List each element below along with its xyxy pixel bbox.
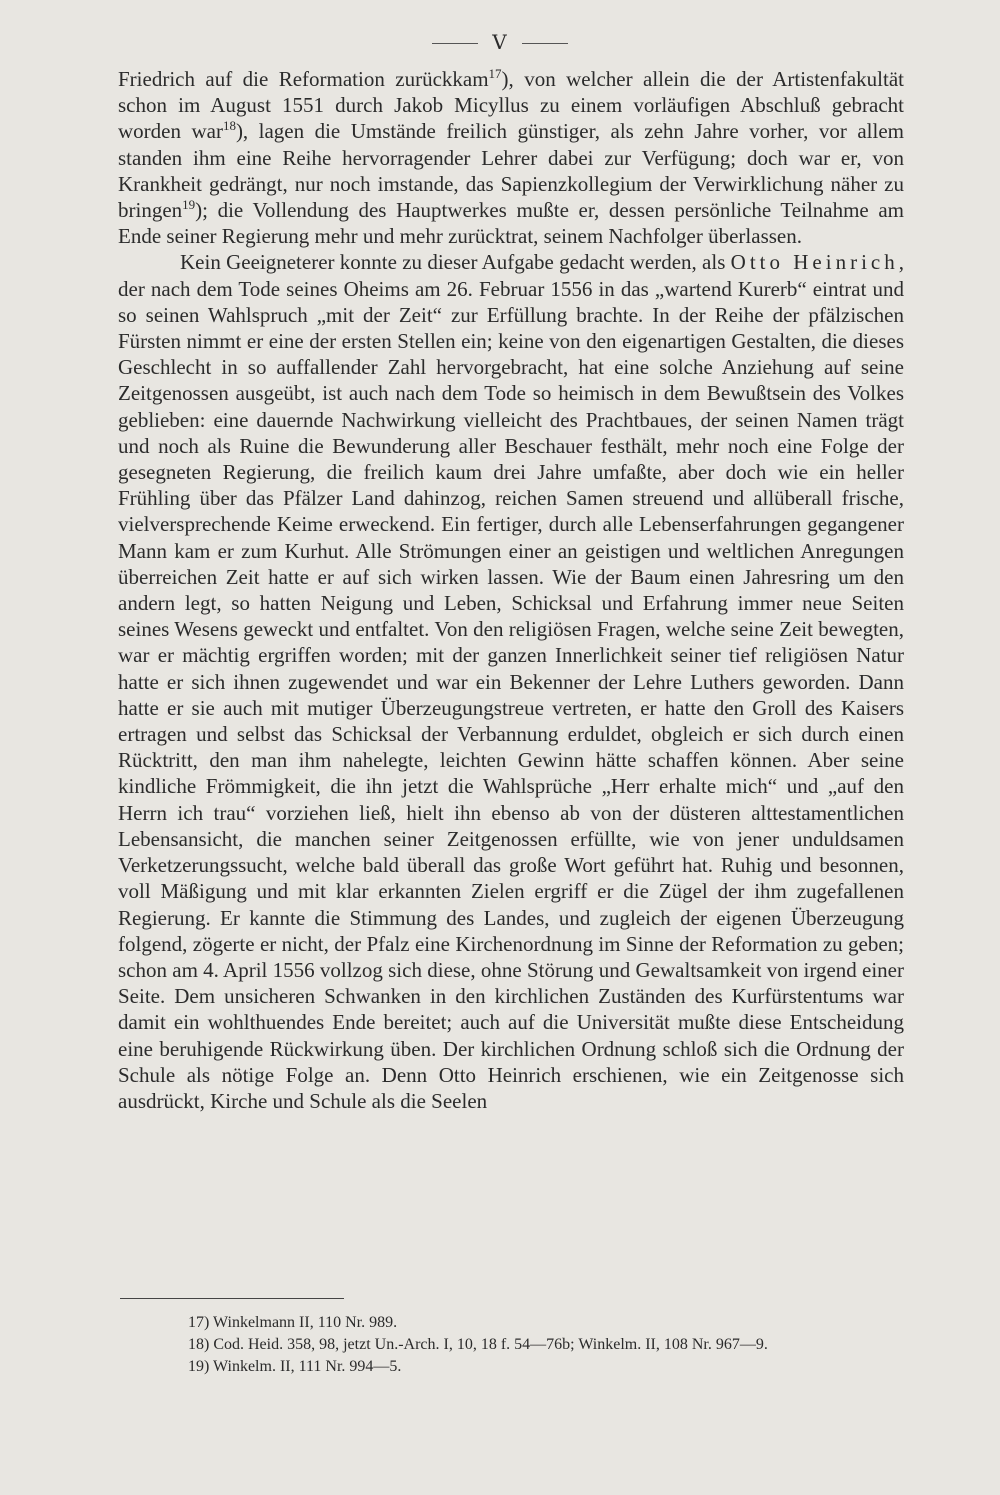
paragraph-1 — [118, 66, 904, 249]
footnote-divider — [120, 1298, 344, 1299]
header-dash-right — [522, 43, 568, 44]
footnote-18: 18) Cod. Heid. 358, 98, jetzt Un.-Arch. I, 10, 18 f. 54—76b; Winkelm. II, 108 Nr. 967—9. — [188, 1336, 768, 1353]
text-segment: , der nach dem Tode seines Oheims am 26. Februar 1556 in das „wartend Kurerb“ eintrat und so seinen Wahlspruch „mit der Zeit“ zur Erfüllung brachte. In der Reihe der pfälzischen Fürsten nimmt er eine der ersten Stellen ein; keine von den eigenartigen Gestalten, die dieses Geschlecht in so auffallender Zahl hervorgebracht, hat eine solche Anziehung auf seine Zeitgenossen ausgeübt, ist auch nach dem Tode so heimisch in dem Bewußtsein des Volkes geblieben: eine dauernde Nachwirkung vielleicht des Prachtbaues, der seinen Namen trägt und noch als Ruine die Bewunderung aller Beschauer festhält, mehr noch eine Folge der gesegneten Regierung, die freilich kaum drei Jahre umfaßte, aber doch wie ein heller Frühling über das Pfälzer Land dahinzog, reichen Samen streuend und allüberall frische, vielversprechende Keime erweckend. Ein fertiger, durch alle Lebenserfahrungen gegangener Mann kam er zum Kurhut. Alle Strömungen einer an geistigen und weltlichen Anregungen überreichen Zeit hatte er auf sich wirken lassen. Wie der Baum einen Jahresring um den andern legt, so hatten Neigung und Leben, Schicksal und Erfahrung immer neue Seiten seines Wesens geweckt und entfaltet. Von den religiösen Fragen, welche seine Zeit bewegten, war er mächtig ergriffen worden; mit der ganzen Innerlichkeit seiner tief religiösen Natur hatte er sich ihnen zugewendet und war ein Bekenner der Lehre Luthers geworden. Dann hatte er sie auch mit mutiger Überzeugungstreue vertreten, er hatte den Groll des Kaisers ertragen und selbst das Schicksal der Verbannung erduldet, obgleich er sich durch einen Rücktritt, den man ihm nahelegte, leichten Gewinn hätte schaffen können. Aber seine kindliche Frömmigkeit, die ihn jetzt die Wahlsprüche „Herr erhalte mich“ und „auf den Herrn ich trau“ vorziehen ließ, hielt ihn ebenso ab von der düsteren alttestamentlichen Lebensansicht, die manchen seiner Zeitgenossen erfüllte, wie von jener unduldsamen Verketzerungssucht, welche bald überall das große Wort geführt hat. Ruhig und besonnen, voll Mäßigung und mit klar erkannten Zielen ergriff er die Zügel der ihm zugefallenen Regierung. Er kannte die Stimmung des Landes, und zugleich der eigenen Überzeugung folgend, zögerte er nicht, der Pfalz eine Kirchenordnung im Sinne der Reformation zu geben; schon am 4. April 1556 vollzog sich diese, ohne Störung und Gewaltsamkeit von irgend einer Seite. Dem unsicheren Schwanken in den kirchlichen Zuständen des Kurfürstentums war damit ein wohlthuendes Ende bereitet; auch auf die Universität mußte diese Entscheidung eine beruhigende Rückwirkung üben. Der kirchlichen Ordnung schloß sich die Ordnung der Schule als nötige Folge an. Denn Otto Heinrich erschienen, wie ein Zeitgenosse sich ausdrückt, Kirche und Schule als die Seelen — [118, 250, 904, 1113]
body-text — [118, 66, 904, 1114]
paragraph-2 — [118, 249, 904, 1114]
text-segment: ), lagen die Umstände freilich günstiger, als zehn Jahre vorher, vor allem standen ihm eine Reihe hervorragender Lehrer dabei zur Verfügung; doch war er, von Krankheit gedrängt, nur noch imstande, das Sapienzkollegium der Verwirklichung näher zu bringen — [118, 119, 904, 223]
footnote-ref-18: 18 — [222, 118, 236, 134]
text-segment: ), von welcher allein die der Artistenfakultät schon im August 1551 durch Jakob Micyllus zu einem vorläufigen Abschluß gebracht worden war — [118, 67, 904, 144]
footnote-17: 17) Winkelmann II, 110 Nr. 989. — [188, 1314, 398, 1331]
footnote-ref-19: 19 — [182, 197, 196, 213]
header-dash-left — [432, 43, 478, 44]
footnote-19: 19) Winkelm. II, 111 Nr. 994—5. — [188, 1358, 402, 1375]
text-segment: ); die Vollendung des Hauptwerkes mußte er, dessen persönliche Teilnahme am Ende seiner Regierung mehr und mehr zurücktrat, seinem Nachfolger überlassen. — [118, 198, 904, 249]
spaced-name: Otto Heinrich — [730, 250, 899, 275]
text-segment: Friedrich auf die Reformation zurückkam — [118, 67, 489, 91]
text-segment: Kein Geeigneterer konnte zu dieser Aufgabe gedacht werden, als — [180, 250, 731, 275]
footnotes — [188, 1312, 918, 1378]
page-header — [0, 30, 1000, 54]
page-number: V — [492, 30, 508, 54]
footnote-ref-17: 17 — [488, 66, 502, 81]
